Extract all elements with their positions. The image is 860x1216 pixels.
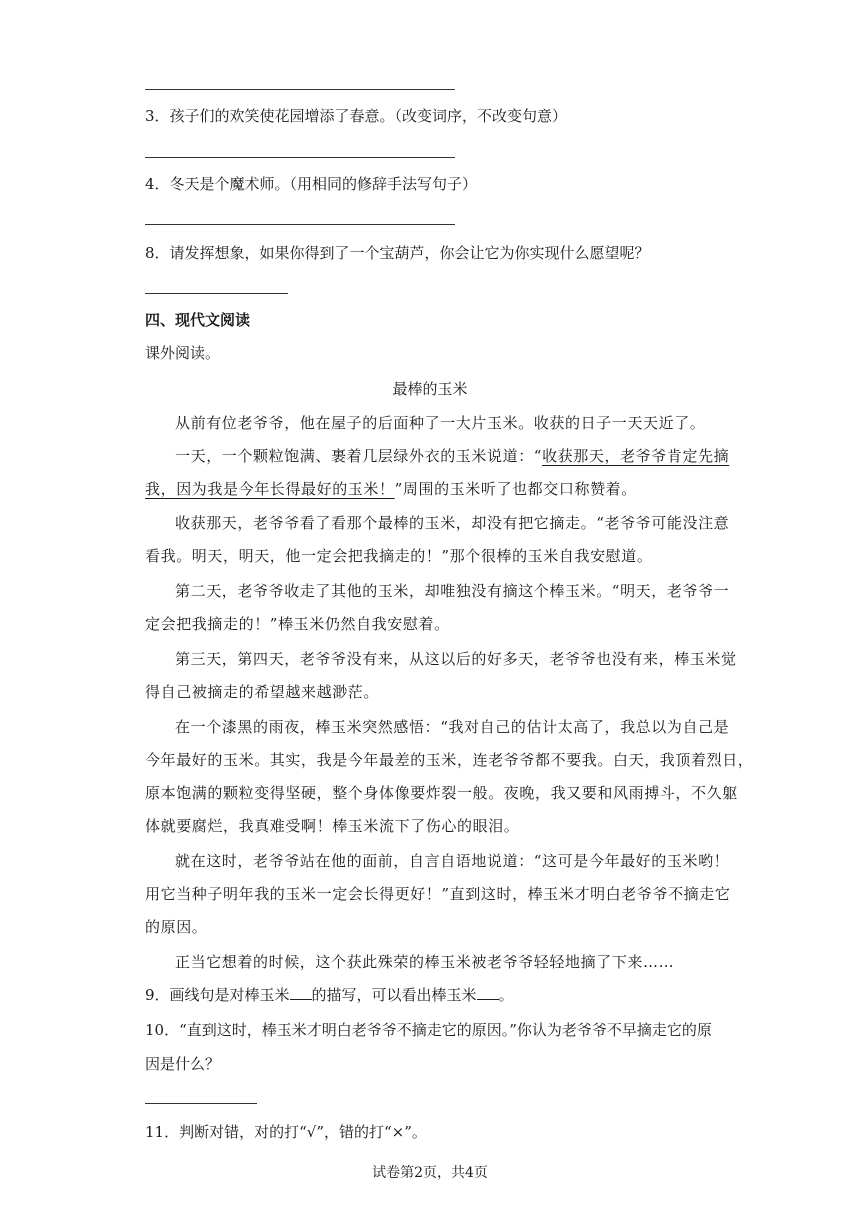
story-line: 看我。明天，明天，他一定会把我摘走的！”那个很棒的玉米自我安慰道。	[145, 547, 653, 565]
answer-line	[145, 157, 455, 158]
fill-blank	[477, 985, 499, 1000]
story-line: 第二天，老爷爷收走了其他的玉米，却唯独没有摘这个棒玉米。“明天，老爷爷一	[175, 582, 730, 600]
answer-line	[145, 224, 455, 225]
answer-line	[145, 293, 288, 294]
story-line: 的原因。	[145, 918, 208, 936]
page-footer: 试卷第2页，共4页	[372, 1165, 488, 1181]
question-8: 8．请发挥想象，如果你得到了一个宝葫芦，你会让它为你实现什么愿望呢？	[145, 244, 650, 262]
question-4: 4．冬天是个魔术师。（用相同的修辞手法写句子）	[145, 175, 478, 193]
story-text: 一天，一个颗粒饱满、裹着几层绿外衣的玉米说道：“	[175, 447, 543, 465]
story-line: 就在这时，老爷爷站在他的面前，自言自语地说道：“这可是今年最好的玉米哟！	[175, 852, 730, 870]
story-line: 用它当种子明年我的玉米一定会长得更好！”直到这时，棒玉米才明白老爷爷不摘走它	[145, 885, 731, 903]
story-line: 正当它想着的时候，这个获此殊荣的棒玉米被老爷爷轻轻地摘了下来……	[175, 953, 675, 971]
question-9	[145, 985, 514, 1005]
question-text: 。	[498, 986, 514, 1004]
story-paragraph	[145, 445, 730, 466]
question-10-cont: 因是什么？	[145, 1055, 221, 1073]
underlined-sentence: 收获那天，老爷爷肯定先摘	[542, 447, 730, 465]
story-line: 得自己被摘走的希望越来越渺茫。	[145, 683, 380, 701]
story-line: 第三天，第四天，老爷爷没有来，从这以后的好多天，老爷爷也没有来，棒玉米觉	[175, 650, 737, 668]
story-text: 从前有位老爷爷，他在屋子的后面种了一大片玉米。收获的日子一天天近了。	[175, 414, 706, 432]
underlined-sentence: 我，因为我是今年长得最好的玉米！	[145, 480, 395, 498]
answer-line	[145, 1103, 257, 1104]
story-paragraph	[145, 412, 717, 433]
answer-line	[145, 89, 455, 90]
story-line: 定会把我摘走的！”棒玉米仍然自我安慰着。	[145, 615, 450, 633]
question-3: 3．孩子们的欢笑使花园增添了春意。（改变词序，不改变句意）	[145, 107, 568, 125]
section-intro: 课外阅读。	[145, 344, 221, 362]
story-title: 最棒的玉米	[392, 380, 468, 398]
story-line: 体就要腐烂，我真难受啊！棒玉米流下了伤心的眼泪。	[145, 817, 520, 835]
section-heading: 四、现代文阅读	[145, 311, 251, 329]
story-text: ”周围的玉米听了也都交口称赞着。	[394, 480, 637, 498]
question-10: 10．“直到这时，棒玉米才明白老爷爷不摘走它的原因。”你认为老爷爷不早摘走它的原	[145, 1021, 712, 1039]
question-text: 9．画线句是对棒玉米	[145, 986, 290, 1004]
story-line: 今年最好的玉米。其实，我是今年最差的玉米，连老爷爷都不要我。白天，我顶着烈日，	[145, 751, 754, 769]
story-line: 在一个漆黑的雨夜，棒玉米突然感悟：“我对自己的估计太高了，我总以为自己是	[175, 718, 730, 736]
story-paragraph	[145, 478, 717, 499]
fill-blank	[290, 985, 312, 1000]
story-line: 收获那天，老爷爷看了看那个最棒的玉米，却没有把它摘走。“老爷爷可能没注意	[175, 514, 730, 532]
story-line: 原本饱满的颗粒变得坚硬，整个身体像要炸裂一般。夜晚，我又要和风雨搏斗，不久躯	[145, 784, 738, 802]
question-11: 11．判断对错，对的打“√”，错的打“×”。	[145, 1123, 427, 1141]
question-text: 的描写，可以看出棒玉米	[311, 986, 477, 1004]
